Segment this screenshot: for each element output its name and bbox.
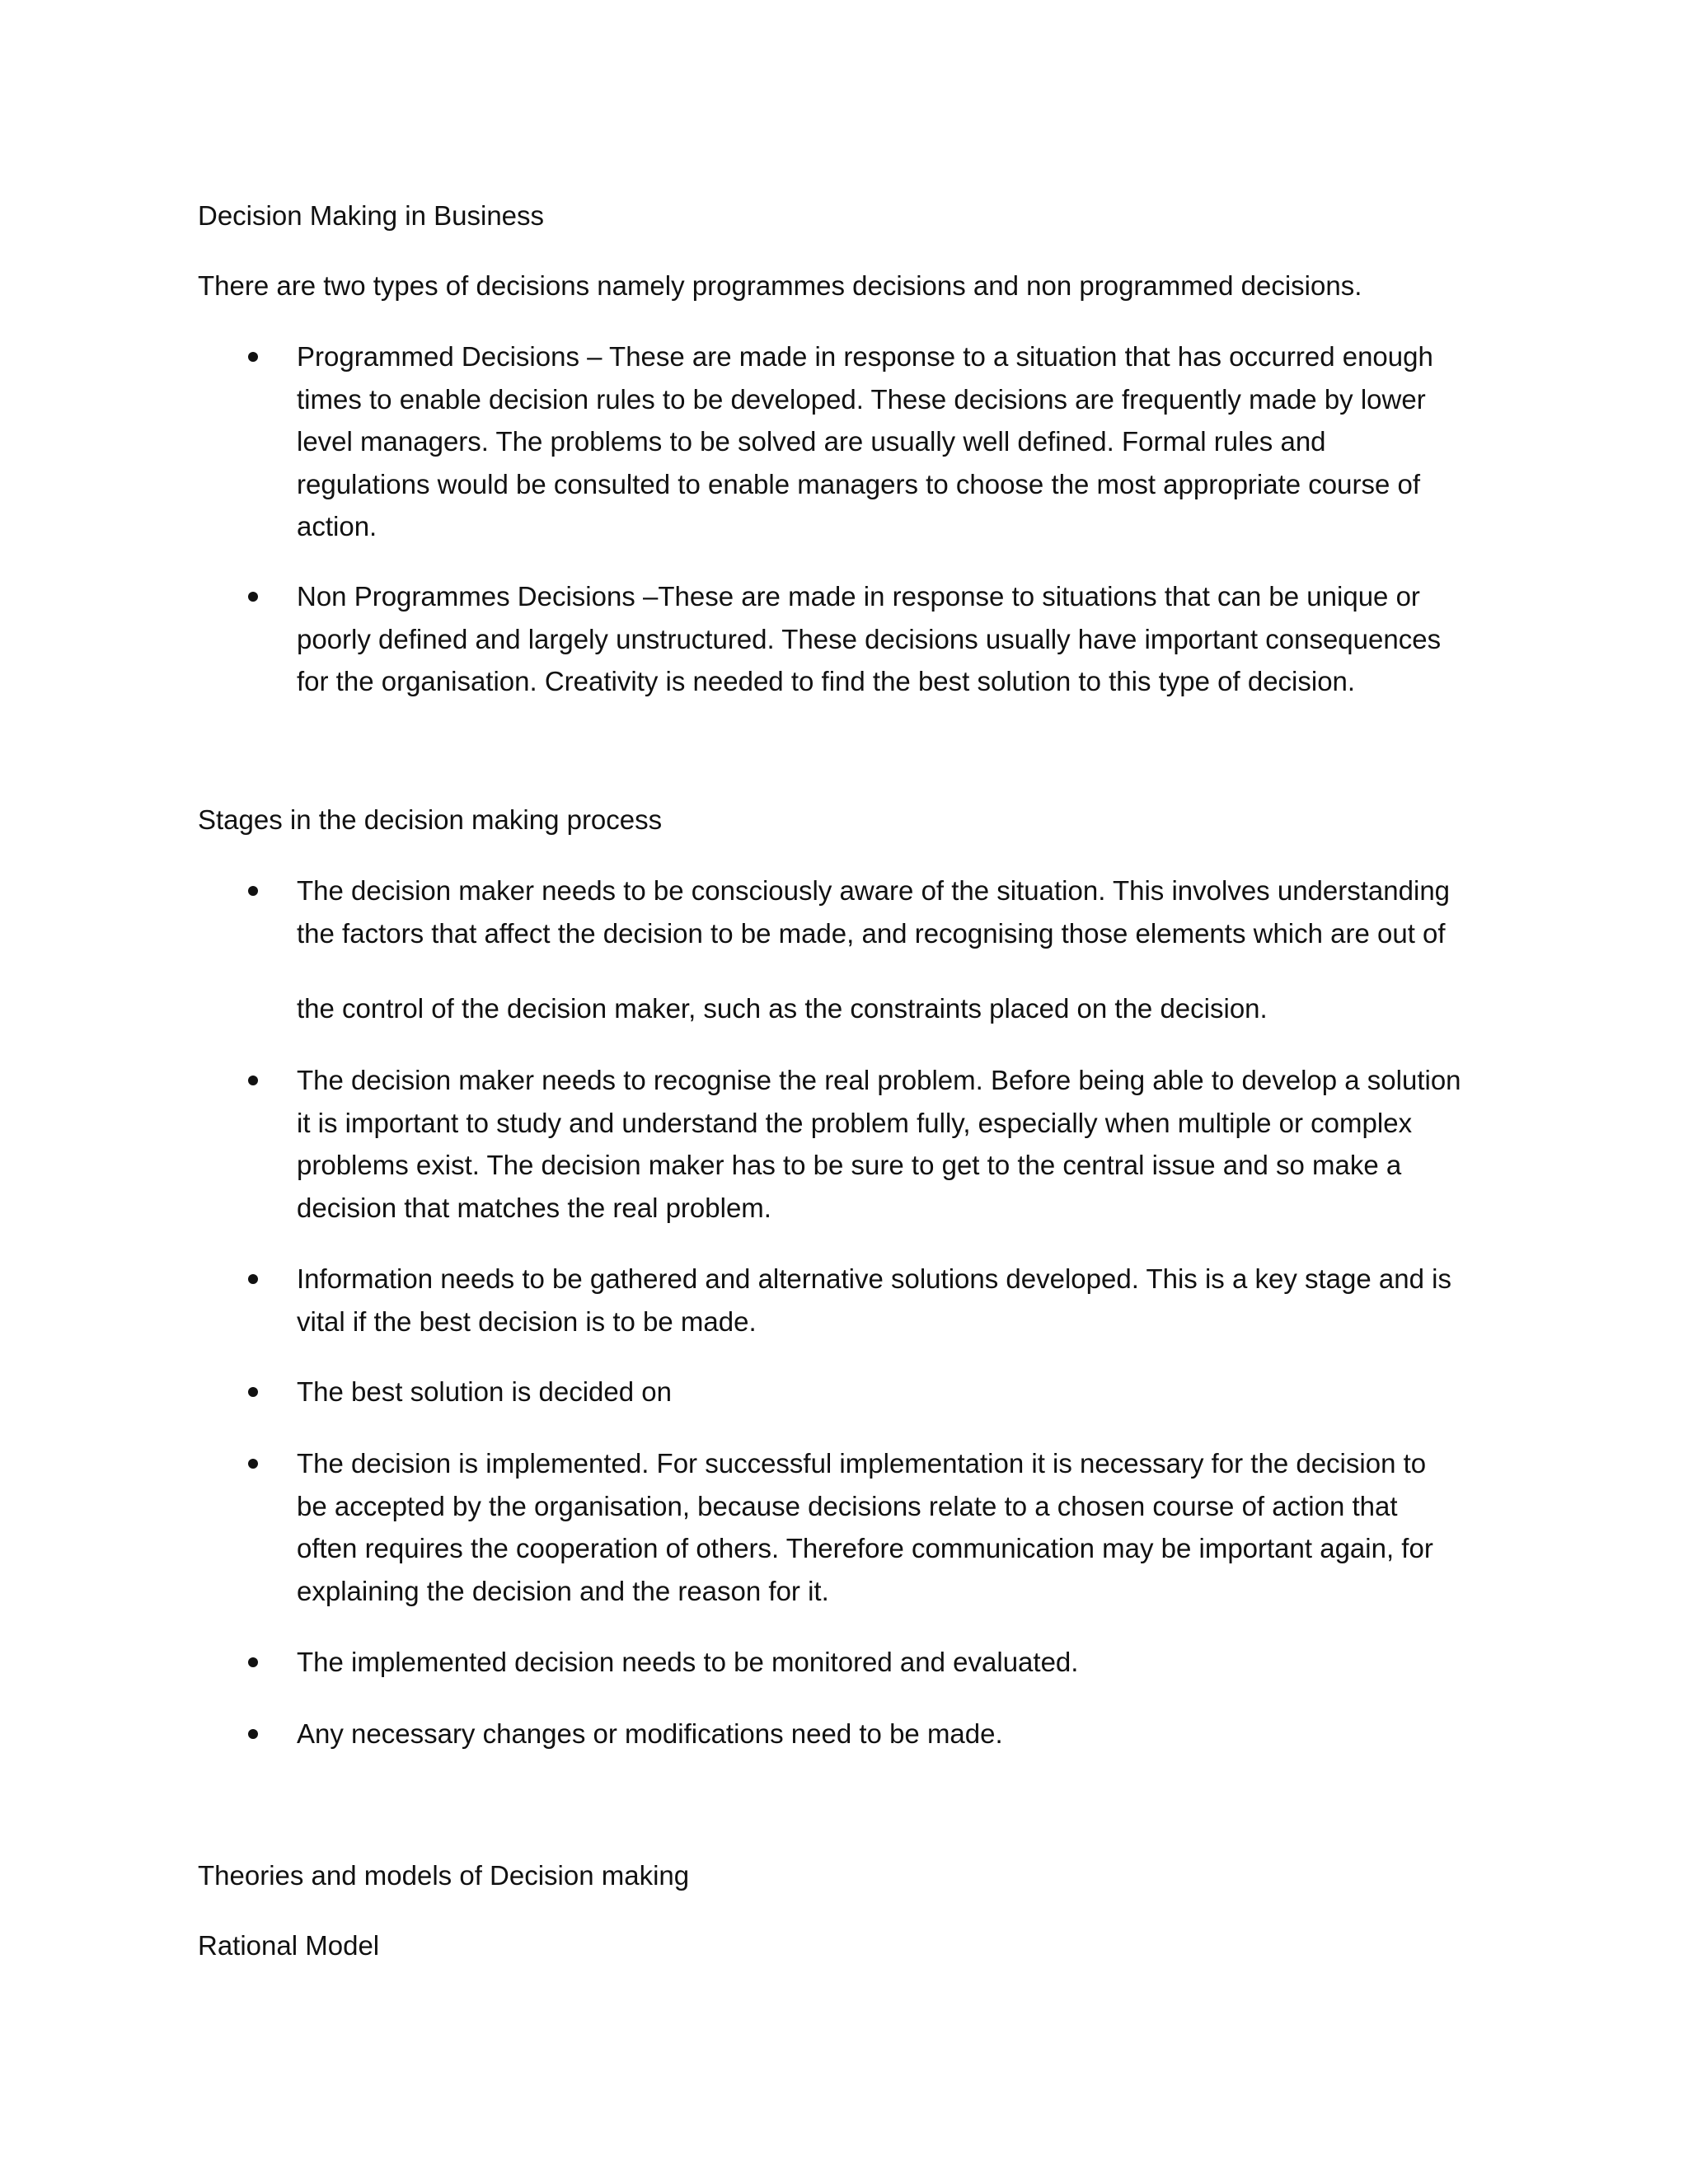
theories-heading: Theories and models of Decision making bbox=[198, 1860, 690, 1891]
text-line: Information needs to be gathered and alternative solutions developed. This is a key stage and is bbox=[297, 1263, 1451, 1294]
text-line: often requires the cooperation of others. Therefore communication may be important again, for bbox=[297, 1533, 1433, 1563]
bullet-icon bbox=[247, 1641, 264, 1684]
text-line: be accepted by the organisation, because decisions relate to a chosen course of action that bbox=[297, 1490, 1398, 1521]
text-line: decision that matches the real problem. bbox=[297, 1192, 771, 1223]
text-line: regulations would be consulted to enable managers to choose the most appropriate course of bbox=[297, 468, 1421, 499]
text-line: action. bbox=[297, 511, 377, 541]
bullet-icon bbox=[247, 1442, 264, 1485]
text-line: vital if the best decision is to be made. bbox=[297, 1305, 757, 1337]
bullet-icon bbox=[247, 1713, 264, 1755]
text-line: The decision maker needs to be consciously aware of the situation. This involves understanding bbox=[297, 875, 1451, 906]
text-line: the factors that affect the decision to be made, and recognising those elements which are out of bbox=[297, 917, 1446, 949]
bullet-icon bbox=[247, 1059, 264, 1102]
rational-model-heading: Rational Model bbox=[198, 1930, 380, 1961]
document-title: Decision Making in Business bbox=[198, 200, 545, 231]
text-line: explaining the decision and the reason for it. bbox=[297, 1575, 829, 1606]
text-line: The decision maker needs to recognise the real problem. Before being able to develop a solution bbox=[297, 1065, 1461, 1095]
stage-awareness-continuation: the control of the decision maker, such as the constraints placed on the decision. bbox=[297, 993, 1268, 1024]
stages-heading: Stages in the decision making process bbox=[198, 804, 663, 835]
text-line: poorly defined and largely unstructured. These decisions usually have important consequences bbox=[297, 623, 1442, 654]
bullet-icon bbox=[247, 575, 264, 618]
text-line: The implemented decision needs to be monitored and evaluated. bbox=[297, 1647, 1079, 1677]
text-line: for the organisation. Creativity is needed to find the best solution to this type of decision. bbox=[297, 666, 1356, 696]
text-line: The best solution is decided on bbox=[297, 1376, 672, 1407]
text-line: Non Programmes Decisions –These are made in response to situations that can be unique or bbox=[297, 581, 1420, 612]
text-line: level managers. The problems to be solved are usually well defined. Formal rules and bbox=[297, 426, 1326, 457]
bullet-icon bbox=[247, 1371, 264, 1413]
text-line: Any necessary changes or modifications need to be made. bbox=[297, 1718, 1003, 1749]
bullet-icon bbox=[247, 335, 264, 378]
text-line: times to enable decision rules to be developed. These decisions are frequently made by lower bbox=[297, 383, 1426, 415]
text-line: Programmed Decisions – These are made in response to a situation that has occurred enough bbox=[297, 341, 1433, 372]
text-line: it is important to study and understand the problem fully, especially when multiple or complex bbox=[297, 1107, 1413, 1138]
text-line: The decision is implemented. For successful implementation it is necessary for the decision to bbox=[297, 1448, 1427, 1479]
text-line: problems exist. The decision maker has to be sure to get to the central issue and so make a bbox=[297, 1150, 1402, 1180]
bullet-icon bbox=[247, 869, 264, 912]
intro-paragraph: There are two types of decisions namely programmes decisions and non programmed decisions. bbox=[198, 270, 1362, 301]
bullet-icon bbox=[247, 1258, 264, 1301]
